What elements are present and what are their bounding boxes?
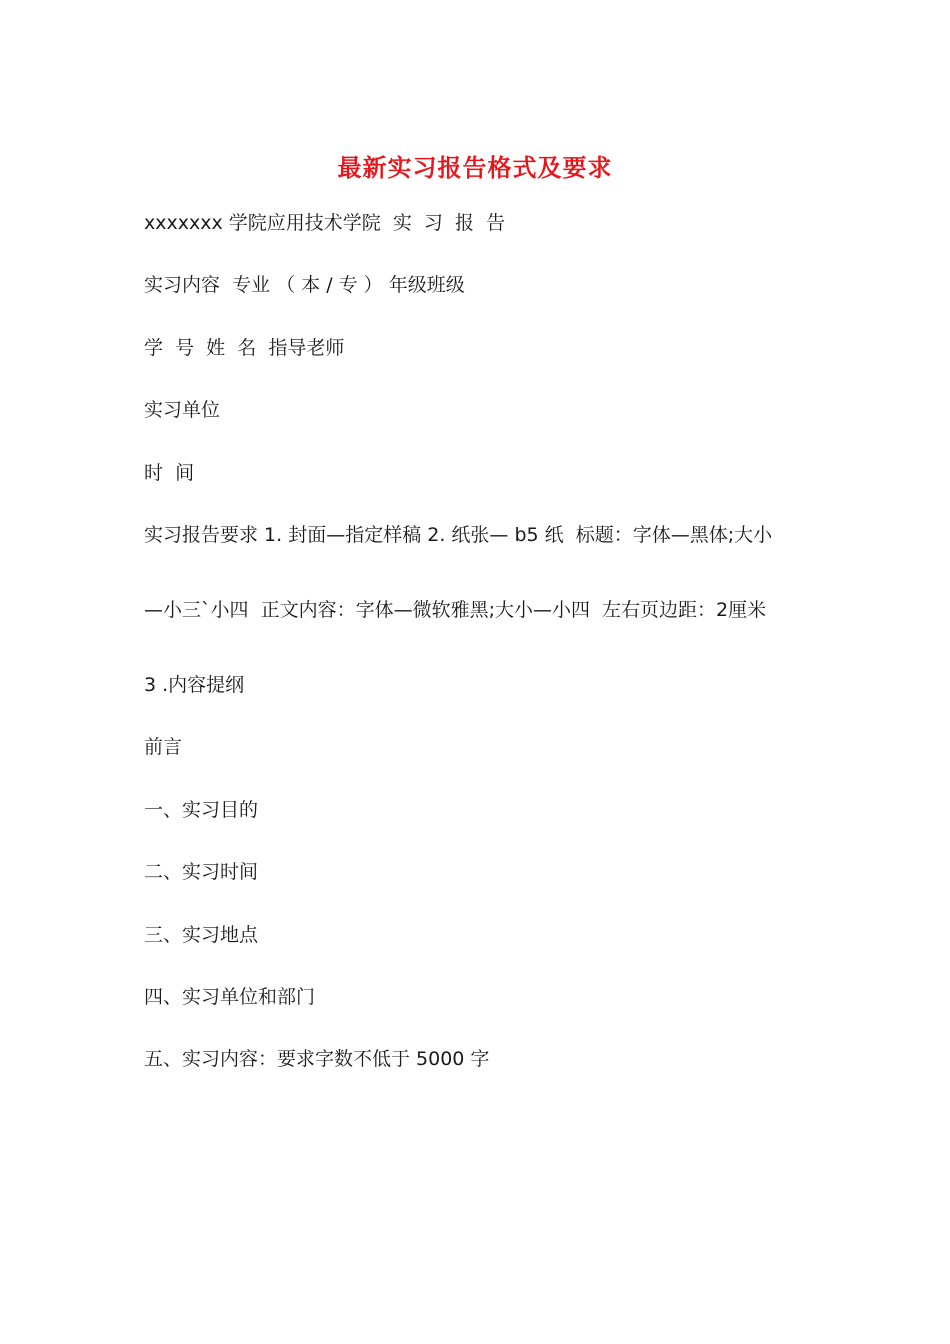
outline-item-1: 一、实习目的	[144, 799, 259, 821]
outline-item-2: 二、实习时间	[144, 861, 259, 883]
document-title: 最新实习报告格式及要求	[337, 153, 613, 182]
cover-line-report: xxxxxxx 学院应用技术学院 实 习 报 告	[144, 212, 506, 234]
outline-item-3: 三、实习地点	[144, 924, 259, 946]
outline-item-5: 五、实习内容：要求字数不低于 5000 字	[144, 1048, 490, 1070]
requirements-line-2: —小三`小四 正文内容：字体—微软雅黑;大小—小四 左右页边距：2厘米	[144, 599, 767, 621]
cover-line-student: 学 号 姓 名 指导老师	[144, 337, 345, 359]
cover-line-major: 实习内容 专业 （ 本 / 专 ） 年级班级	[144, 274, 465, 296]
requirements-line-1: 实习报告要求 1. 封面—指定样稿 2. 纸张— b5 纸 标题：字体—黑体;大小	[144, 524, 773, 546]
outline-item-4: 四、实习单位和部门	[144, 986, 316, 1008]
cover-line-unit: 实习单位	[144, 399, 221, 421]
outline-heading: 3 .内容提纲	[144, 674, 245, 696]
outline-item-preface: 前言	[144, 736, 183, 758]
cover-line-time: 时 间	[144, 462, 195, 484]
